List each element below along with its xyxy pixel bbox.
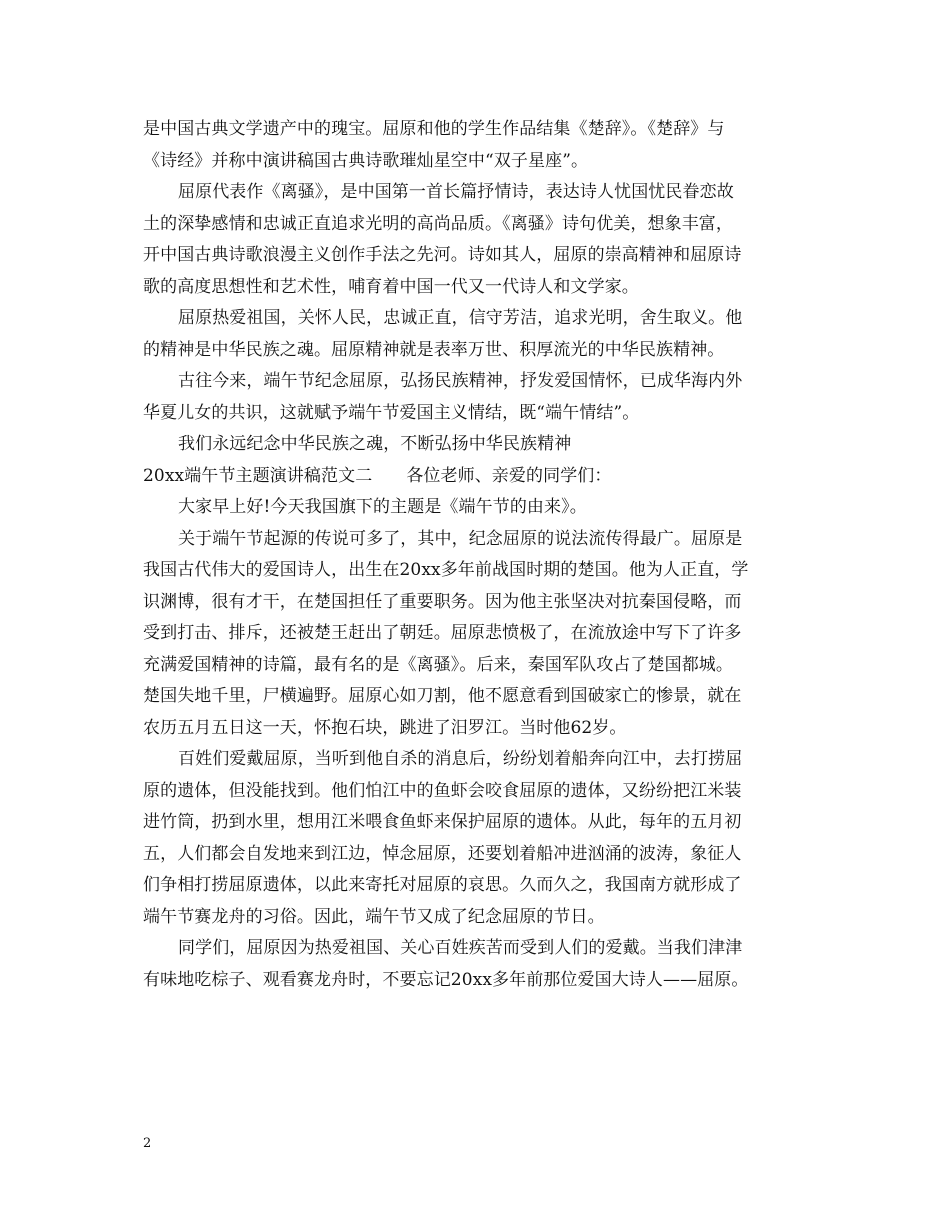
text-line: 的精神是中华民族之魂。屈原精神就是表率万世、积厚流光的中华民族精神。 [143,339,725,360]
paragraph-start-line: 同学们，屈原因为热爱祖国、关心百姓疾苦而受到人们的爱戴。当我们津津 [178,938,743,958]
section-heading-line [143,461,813,493]
text-line: 识渊博，很有才干，在楚国担任了重要职务。因为他主张坚决对抗秦国侵略，而 [143,591,742,612]
paragraph-start-line: 百姓们爱戴屈原，当听到他自杀的消息后，纷纷划着船奔向江中，去打捞屈 [178,749,743,769]
text-line: 进竹筒，扔到水里，想用江米喂食鱼虾来保护屈原的遗体。从此，每年的五月初 [143,812,742,832]
text-line: 楚国失地千里，尸横遍野。屈原心如刀割，他不愿意看到国破家亡的惨景，就在 [143,686,742,706]
text-line: 开中国古典诗歌浪漫主义创作手法之先河。诗如其人，屈原的崇高精神和屈原诗 [143,245,742,265]
text-line: 我国古代伟大的爱国诗人，出生在20xx多年前战国时期的楚国。他为人正直，学 [143,560,749,580]
greeting-text: 各位老师、亲爱的同学们： [406,465,612,486]
section-title: 20xx端午节主题演讲稿范文二 [143,465,373,486]
text-line: 歌的高度思想性和艺术性，哺育着中国一代又一代诗人和文学家。 [143,276,639,297]
text-line: 们争相打捞屈原遗体，以此来寄托对屈原的哀思。久而久之，我国南方就形成了 [143,875,742,895]
text-line: 《诗经》并称中演讲稿国古典诗歌璀灿星空中“双子星座”。 [143,150,589,171]
text-line: 是中国古典文学遗产中的瑰宝。屈原和他的学生作品结集《楚辞》。《楚辞》与 [143,119,725,139]
text-line: 端午节赛龙舟的习俗。因此，端午节又成了纪念屈原的节日。 [143,906,605,927]
text-line: 五，人们都会自发地来到江边，悼念屈原，还要划着船冲进汹涌的波涛，象征人 [143,843,742,864]
paragraph-start-line: 屈原代表作《离骚》，是中国第一首长篇抒情诗，表达诗人忧国忧民眷恋故 [178,182,734,202]
paragraph-start-line: 关于端午节起源的传说可多了，其中，纪念屈原的说法流传得最广。屈原是 [178,528,743,549]
text-line: 充满爱国精神的诗篇，最有名的是《离骚》。后来，秦国军队攻占了楚国都城。 [143,654,733,675]
text-line: 原的遗体，但没能找到。他们怕江中的鱼虾会咬食屈原的遗体，又纷纷把江米装 [143,780,742,801]
page-number: 2 [143,1136,152,1151]
text-line: 土的深挚感情和忠诚正直追求光明的高尚品质。《离骚》诗句优美，想象丰富， [143,213,733,234]
text-line: 华夏儿女的共识，这就赋予端午节爱国主义情结，既“端午情结”。 [143,402,640,423]
paragraph-start-line: 我们永远纪念中华民族之魂，不断弘扬中华民族精神 [178,434,572,454]
paragraph-start-line: 大家早上好!今天我国旗下的主题是《端午节的由来》。 [178,497,587,517]
document-body [143,114,813,996]
paragraph-start-line: 屈原热爱祖国，关怀人民，忠诚正直，信守芳洁，追求光明，舍生取义。他 [178,308,743,328]
paragraph-start-line: 古往今来，端午节纪念屈原，弘扬民族精神，抒发爱国情怀，已成华海内外 [178,371,743,391]
text-line: 农历五月五日这一天，怀抱石块，跳进了汨罗江。当时他62岁。 [143,717,627,738]
text-line: 受到打击、排斥，还被楚王赶出了朝廷。屈原悲愤极了，在流放途中写下了许多 [143,623,742,643]
text-line: 有味地吃棕子、观看赛龙舟时，不要忘记20xx多年前那位爱国大诗人——屈原。 [143,969,749,990]
